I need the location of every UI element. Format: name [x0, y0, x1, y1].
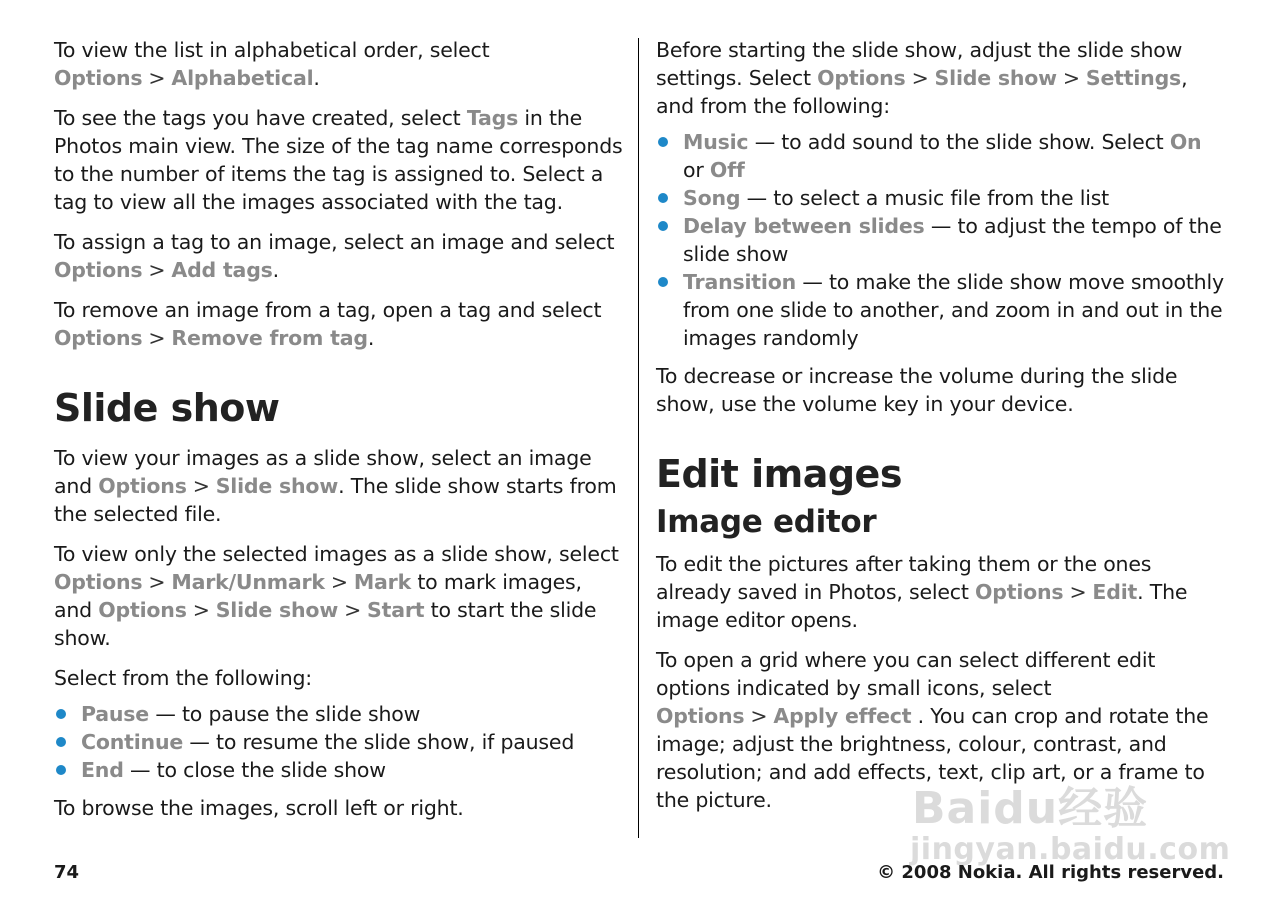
list-item: Delay between slides — to adjust the tempo of the slide show: [656, 212, 1228, 268]
list-item: Continue — to resume the slide show, if paused: [54, 728, 626, 756]
paragraph-tags: To see the tags you have created, select Tags in the Photos main view. The size of the tag name corresponds to the number of items the tag is assigned to. Select a tag to view all the images associated with the tag.: [54, 106, 623, 214]
paragraph-remove-tag: To remove an image from a tag, open a tag and select Options > Remove from tag.: [54, 298, 602, 350]
list-item: End — to close the slide show: [54, 756, 626, 784]
watermark-logo: Baidu经验: [912, 783, 1149, 834]
paragraph-selected-slide-show: To view only the selected images as a slide show, select Options > Mark/Unmark > Mark to mark images, and Options > Slide show > Start to start the slide show.: [54, 542, 619, 650]
bullet-icon: [56, 737, 66, 747]
bullet-icon: [56, 709, 66, 719]
left-column: [54, 36, 626, 834]
paragraph-edit-pictures: To edit the pictures after taking them or the ones already saved in Photos, select Options > Edit. The image editor opens.: [656, 552, 1188, 632]
paragraph-alphabetical: To view the list in alphabetical order, select Options > Alphabetical.: [54, 38, 490, 90]
paragraph-slide-show-intro: To view your images as a slide show, select an image and Options > Slide show. The slide show starts from the selected file.: [54, 446, 617, 526]
page-number: 74: [54, 862, 80, 883]
slide-show-controls-list: [54, 700, 626, 784]
bullet-icon: [56, 765, 66, 775]
copyright: © 2008 Nokia. All rights reserved.: [877, 862, 1224, 883]
list-item: Music — to add sound to the slide show. Select On or Off: [656, 128, 1228, 184]
bullet-icon: [658, 137, 668, 147]
paragraph-edit-grid: To open a grid where you can select different edit options indicated by small icons, select Options > Apply effect . You can crop and rotate the image; adjust the brightness, colour, contrast, and resolution; and add effects, text, clip art, or a frame to the picture.: [656, 648, 1209, 812]
paragraph-select-following: Select from the following:: [54, 666, 313, 690]
watermark-url: jingyan.baidu.com: [910, 832, 1231, 867]
bullet-icon: [658, 193, 668, 203]
right-column: [656, 36, 1228, 826]
list-item: Transition — to make the slide show move smoothly from one slide to another, and zoom in and out in the images randomly: [656, 268, 1228, 352]
paragraph-volume: To decrease or increase the volume during the slide show, use the volume key in your device.: [656, 364, 1178, 416]
paragraph-assign-tag: To assign a tag to an image, select an image and select Options > Add tags.: [54, 230, 615, 282]
paragraph-browse: To browse the images, scroll left or right.: [54, 796, 464, 820]
slide-show-settings-list: [656, 128, 1228, 352]
list-item: Song — to select a music file from the list: [656, 184, 1228, 212]
heading-edit-images: Edit images: [656, 452, 902, 496]
heading-image-editor: Image editor: [656, 504, 877, 540]
bullet-icon: [658, 277, 668, 287]
list-item: Pause — to pause the slide show: [54, 700, 626, 728]
bullet-icon: [658, 221, 668, 231]
paragraph-slide-show-settings: Before starting the slide show, adjust the slide show settings. Select Options > Slide show > Settings, and from the following:: [656, 38, 1188, 118]
column-divider: [638, 38, 639, 838]
heading-slide-show: Slide show: [54, 386, 280, 430]
